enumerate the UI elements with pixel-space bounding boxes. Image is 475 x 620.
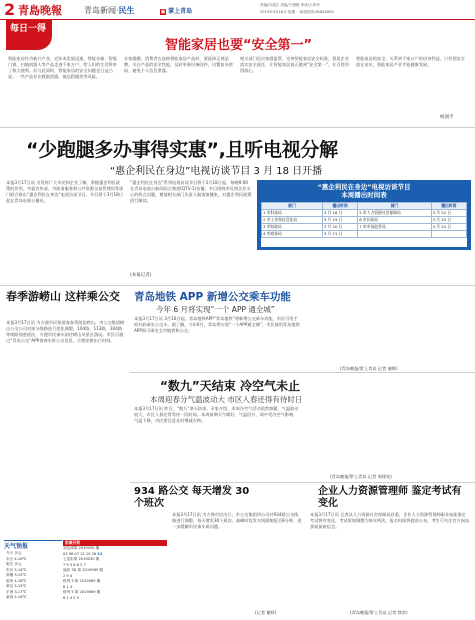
bus934-reporter: (记者 谢辉) (255, 610, 277, 615)
lottery-box (63, 540, 167, 620)
lottery-label: 七星彩第 2019030 期 (63, 557, 100, 561)
bus934-headline: 934 路公交 每天增发 30 个班次 (134, 486, 250, 509)
lead-body-2: “惠企利民在身边”系列电视访谈节目将于3月18日起，每晚9:00在青岛电视台新闻综合频道(QTV-1)首播，节目围绕市民和企业关心的热点问题，邀请相关部门负责人做客演播室，对惠企利民政策进行解读。 (130, 180, 252, 203)
weather-row: 莱西 2-16℃ (6, 595, 27, 599)
hr-headline: 企业人力资源管理师 鉴定考试有变化 (318, 486, 462, 509)
weather-subhead: 本周迎春分气温波动大 市区入春还得有待时日 (150, 395, 303, 404)
table-cell: 3 月 19 日 (322, 217, 357, 224)
app-reporter: (青岛晚报/掌上青岛 记者 谢辉) (340, 366, 398, 371)
laoshan-headline: 春季游崂山 这样乘公交 (6, 290, 120, 303)
table-cell (431, 231, 466, 238)
weather-row: 明天 多云 (6, 562, 22, 566)
weather-row: 今天 多云 (6, 551, 22, 555)
table-row (262, 224, 467, 231)
paper-logo: 青島晚報 (18, 4, 62, 17)
lottery-row (63, 596, 167, 602)
schedule-table-wrap (261, 202, 467, 247)
table-cell: 3 月 20 日 (322, 224, 357, 231)
column-title: 智能家居也要“安全第一” (165, 38, 313, 53)
weather-row: 即墨 3-15℃ (6, 573, 27, 577)
lottery-numbers: 2 9 4 (63, 573, 73, 578)
app-body-cont (306, 316, 470, 364)
table-cell: 4 市商务局 (262, 231, 323, 238)
lottery-blue-ball: 11 (97, 551, 103, 556)
lottery-label: 福彩 3D 第 2019069 期 (63, 568, 104, 572)
table-cell: 3 月 24 日 (431, 224, 466, 231)
section-title (84, 5, 135, 16)
date-line: 2019年3月18日 星期一 新闻热线:82840000 (260, 10, 334, 14)
table-header-row (262, 203, 467, 210)
column-text-2: 专家提醒，消费者在选购智能家居产品时，要选择正规品牌，关注产品的安全性能，及时更新设备固件，设置复杂密码，避免个人信息泄露。 (124, 56, 233, 73)
weather-body: 本报3月17日讯 昨日，“数九”寒天结束。专家介绍，本周冷空气活动依然频繁，气温波动较大，市区入春还得等待一段时间。本周前期天气晴好，气温回升，周中受冷空气影响，气温下降，市民要注意及时增减衣物。 (134, 406, 299, 423)
table-row (262, 210, 467, 217)
lottery-title: 彩票开奖 (63, 540, 167, 546)
column-text-1: 智能家居作为新兴产业，近年来发展迅速，智能音箱、智能门锁、扫地机器人等产品走进千家万户，给人们的生活带来了极大便利。但与此同时，智能家居的安全问题也日益凸显，一些产品存在数据泄露、被远程操控等风险。 (8, 56, 117, 79)
divider (0, 127, 475, 128)
table-header: 播出时间 (431, 203, 466, 210)
table-cell: 3 月 22 日 (431, 210, 466, 217)
table-header: 部门 (358, 203, 431, 210)
app-headline: 青岛地铁 APP 新增公交乘车功能 (134, 291, 291, 303)
masthead-rule (0, 19, 475, 20)
table-header: 播出时间 (322, 203, 357, 210)
column-author: 杨润平 (440, 115, 454, 120)
lottery-numbers: 8 1 4 2 5 (63, 595, 80, 600)
page-number: 2 (4, 0, 16, 19)
weather-row: 胶州 4-16℃ (6, 578, 27, 583)
weather-row: 市区 5-14℃ (6, 567, 27, 572)
table-cell: 3 月 18 日 (322, 210, 357, 217)
table-cell (358, 231, 431, 238)
hr-reporter: (青岛晚报/掌上青岛 记者 徐彦) (350, 610, 408, 615)
hr-body: 本报3月17日讯 记者从人力资源社会保障局获悉，企业人力资源管理师职业技能鉴定考试将有变化，考试时间调整为每年两次，报名时间将提前公布，考生可关注官方网站获取最新信息。 (310, 512, 470, 529)
weather-row: 黄岛 5-15℃ (6, 584, 27, 588)
lead-body-1: 本报3月17日讯 为发挥广大市民和企业了解、掌握惠企利民政策的作用，市委宣传部、市政务服务和公共资源交易管理局等部门联合推出“惠企利民在身边”电视访谈节目，节目将于3月18日起在青岛电视台播出。 (6, 180, 124, 203)
schedule-title (257, 183, 471, 199)
schedule-table (261, 202, 467, 238)
divider (0, 285, 475, 286)
weather-box-title: 天气预报 (4, 543, 29, 550)
table-cell: 3 月 23 日 (431, 217, 466, 224)
schedule-title-line1: “惠企利民在身边”电视访谈节目 (317, 183, 411, 191)
lottery-label: 双色球第 2019030 期 (63, 546, 100, 550)
divider (130, 482, 475, 483)
column-text-4: 智能家居的安全，关系到千家万户的切身利益，只有把安全放在首位，智能家居产业才能健康发展。 (356, 56, 465, 67)
table-cell: 3 市财政局 (262, 224, 323, 231)
section-bold: 民生 (118, 6, 135, 15)
schedule-box (257, 180, 471, 250)
table-cell: 1 市科技局 (262, 210, 323, 217)
lottery-numbers: 03 06 07 12 15 26 (63, 551, 97, 556)
table-header: 部门 (262, 203, 323, 210)
weather-body-cont (306, 406, 470, 474)
section-label: 青岛新闻· (84, 6, 119, 15)
lottery-label: 排列 3 第 2019069 期 (63, 579, 101, 583)
weather-list (6, 551, 62, 601)
lead-headline: “少跑腿多办事得实惠”,且听电视分解 (26, 139, 338, 161)
divider (130, 372, 475, 373)
lead-reporter: (本报记者) (130, 273, 152, 278)
table-cell: 2 市工业和信息化局 (262, 217, 323, 224)
app-name: 掌上青岛 (168, 8, 193, 15)
laoshan-body: 本报3月17日讯 为方便市民和游客春季游览崂山，市公交集团崂山公交公司对部分线路进行优化调整，104路、113路、304路等线路加密班次，方便市民乘车前往崂山风景区游玩。市民可通过“青岛公交”APP查询实时公交信息，合理安排出行时间。 (6, 320, 125, 343)
weather-row: 市区 4-16℃ (6, 556, 27, 561)
table-cell: 5 市人力资源社会保障局 (358, 210, 431, 217)
table-cell: 7 市市场监管局 (358, 224, 431, 231)
lottery-label: 排列 5 第 2019069 期 (63, 590, 101, 594)
app-subhead: 今年 6 月将实现“一个 APP 通全城” (156, 305, 275, 314)
table-cell: 3 月 21 日 (322, 231, 357, 238)
bus934-body: 本报3月17日讯 为方便市民出行，市公交集团四公司对934路公交线路进行调整，每天增发30个班次，高峰时段发车间隔缩短至8分钟，进一步缓解市民乘车难问题。 (172, 512, 302, 529)
weather-headline: “数九”天结束 冷空气未止 (160, 379, 300, 393)
column-text-3: 相关部门也应加强监管，完善智能家居安全标准，督促企业落实安全责任，让智能家居真正做到“安全第一”，让百姓用得放心。 (240, 56, 350, 73)
weather-reporter: (青岛晚报/掌上青岛 记者 周建亮) (330, 474, 392, 479)
daily-badge: 每日一得 (6, 20, 52, 50)
lottery-numbers: 7 9 3 8 6 2 7 (63, 562, 86, 567)
schedule-title-line2: 本周播出时间表 (341, 191, 387, 199)
lottery-numbers: 8 1 4 (63, 584, 73, 589)
app-icon: ▣ (160, 9, 166, 15)
lead-subhead: “惠企利民在身边”电视访谈节目 3 月 18 日开播 (110, 166, 323, 177)
app-body: 本报3月17日讯 3月16日起，青岛地铁APP“青岛地铁”将新增公交乘车功能，市民可用手机扫码乘坐公交车。据了解，今年6月，青岛将实现“一个APP通全城”，市民使用青岛地铁APP即可乘坐全市地铁和公交。 (134, 316, 300, 333)
app-label (160, 6, 192, 15)
table-row (262, 231, 467, 238)
table-row (262, 217, 467, 224)
weather-row: 平度 3-17℃ (6, 589, 27, 594)
editor-line: 责编/闫成江 美编/于媛媛 审读/王坏玲 (260, 3, 320, 7)
table-cell: 6 市民政局 (358, 217, 431, 224)
